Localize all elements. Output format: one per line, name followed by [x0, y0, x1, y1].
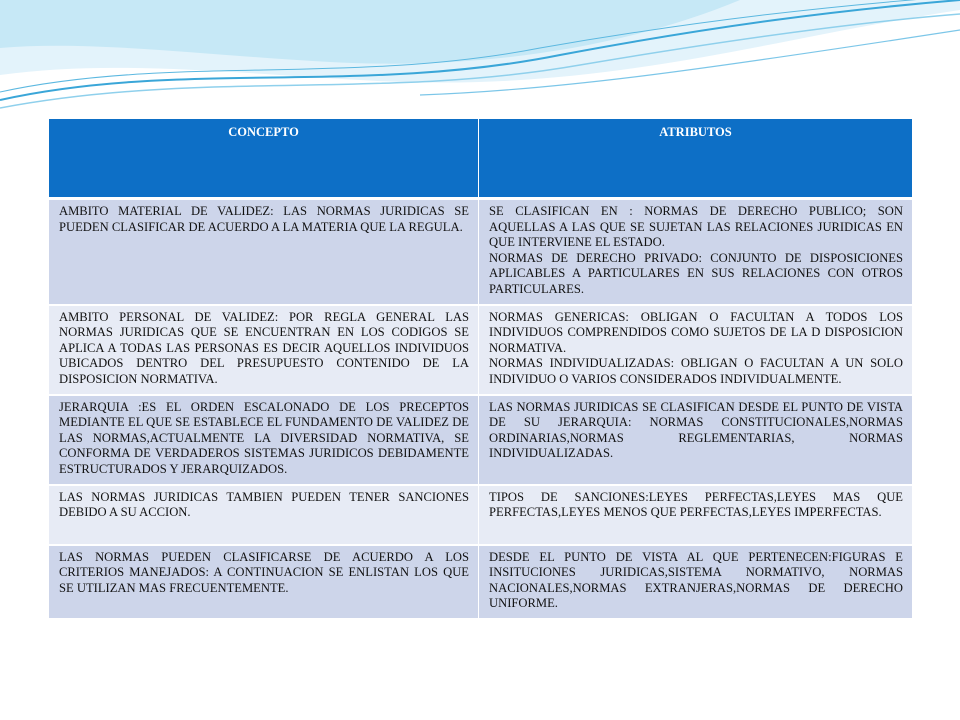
cell-concepto: JERARQUIA :ES EL ORDEN ESCALONADO DE LOS PRECEPTOS MEDIANTE EL QUE SE ESTABLECE EL FUNDAMENTO DE VALIDEZ DE LAS NORMAS,ACTUALMENTE LA DIVERSIDAD NORMATIVA, SE CONFORMA DE VERDADEROS SISTEMAS JURIDICOS DEBIDAMENTE ESTRUCTURADOS Y JERARQUIZADOS.: [49, 395, 479, 485]
table-row: [49, 485, 913, 545]
cell-atributos: [479, 395, 913, 485]
table-header-row: [49, 119, 913, 199]
header-concepto: CONCEPTO: [49, 119, 479, 199]
atributo-line: NORMAS DE DERECHO PRIVADO: CONJUNTO DE DISPOSICIONES APLICABLES A PARTICULARES EN SUS RELACIONES CON OTROS PARTICULARES.: [489, 250, 903, 296]
table-row: [49, 545, 913, 619]
cell-atributos: [479, 545, 913, 619]
table-row: [49, 395, 913, 485]
atributo-line: NORMAS GENERICAS: OBLIGAN O FACULTAN A TODOS LOS INDIVIDUOS COMPRENDIDOS COMO SUJETOS DE LA D DISPOSICION NORMATIVA.: [489, 309, 903, 355]
atributo-line: LAS NORMAS JURIDICAS SE CLASIFICAN DESDE EL PUNTO DE VISTA DE SU JERARQUIA: NORMAS CONSTITUCIONALES,NORMAS ORDINARIAS,NORMAS REGLEMENTARIAS, NORMAS INDIVIDUALIZADAS.: [489, 399, 903, 461]
cell-concepto: AMBITO PERSONAL DE VALIDEZ: POR REGLA GENERAL LAS NORMAS JURIDICAS QUE SE ENCUENTRAN EN LOS CODIGOS SE APLICA A TODAS LAS PERSONAS ES DECIR AQUELLOS INDIVIDUOS UBICADOS DENTRO DEL PRESUPUESTO CONTENIDO DE LA DISPOSICION NORMATIVA.: [49, 305, 479, 395]
atributo-line: NORMAS INDIVIDUALIZADAS: OBLIGAN O FACULTAN A UN SOLO INDIVIDUO O VARIOS CONSIDERADOS INDIVIDUALMENTE.: [489, 356, 903, 386]
cell-atributos: [479, 485, 913, 545]
cell-concepto: LAS NORMAS PUEDEN CLASIFICARSE DE ACUERDO A LOS CRITERIOS MANEJADOS: A CONTINUACION SE ENLISTAN LOS QUE SE UTILIZAN MAS FRECUENTEMENTE.: [49, 545, 479, 619]
cell-atributos: [479, 199, 913, 305]
cell-concepto: AMBITO MATERIAL DE VALIDEZ: LAS NORMAS JURIDICAS SE PUEDEN CLASIFICAR DE ACUERDO A LA MATERIA QUE LA REGULA.: [49, 199, 479, 305]
atributo-line: TIPOS DE SANCIONES:LEYES PERFECTAS,LEYES MAS QUE PERFECTAS,LEYES MENOS QUE PERFECTAS,LEYES IMPERFECTAS.: [489, 489, 903, 520]
decorative-wave-banner: [0, 0, 960, 120]
table-row: [49, 305, 913, 395]
atributo-line: SE CLASIFICAN EN : NORMAS DE DERECHO PUBLICO; SON AQUELLAS A LAS QUE SE SUJETAN LAS RELACIONES JURIDICAS EN QUE INTERVIENE EL ESTADO.: [489, 204, 903, 250]
cell-atributos: [479, 305, 913, 395]
cell-concepto: LAS NORMAS JURIDICAS TAMBIEN PUEDEN TENER SANCIONES DEBIDO A SU ACCION.: [49, 485, 479, 545]
classification-table: [48, 118, 912, 619]
table-row: [49, 199, 913, 305]
atributo-line: DESDE EL PUNTO DE VISTA AL QUE PERTENECEN:FIGURAS E INSITUCIONES JURIDICAS,SISTEMA NORMATIVO, NORMAS NACIONALES,NORMAS EXTRANJERAS,NORMAS DE DERECHO UNIFORME.: [489, 549, 903, 611]
header-atributos: ATRIBUTOS: [479, 119, 913, 199]
